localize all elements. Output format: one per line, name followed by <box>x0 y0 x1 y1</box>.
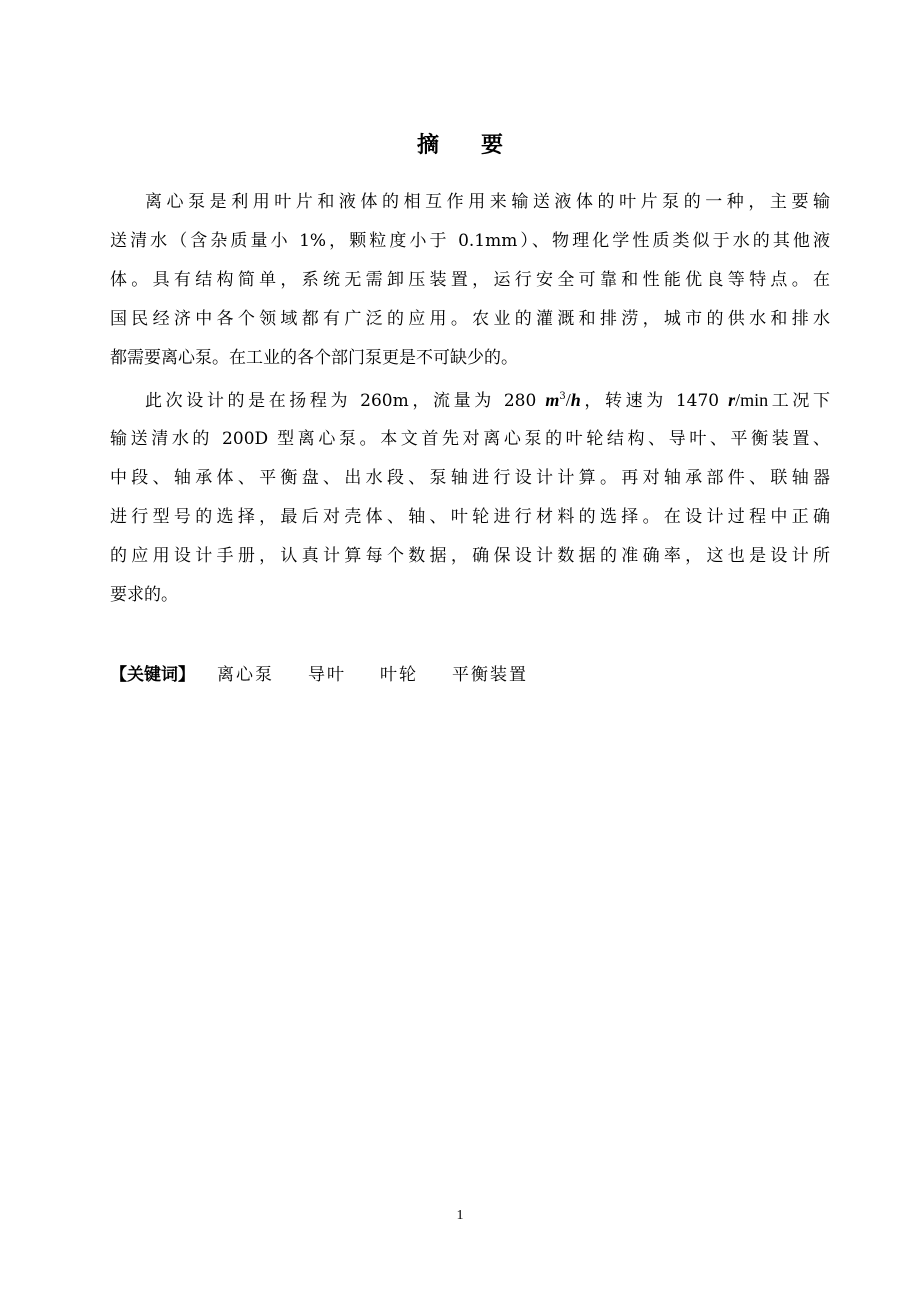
paragraph-1-line-5: 都需要离心泵。在工业的各个部门泵更是不可缺少的。 <box>110 348 518 368</box>
paragraph-1-line-1: 离心泵是利用叶片和液体的相互作用来输送液体的叶片泵的一种，主要输 <box>145 192 830 212</box>
unit-slash-2: / <box>735 390 741 410</box>
keyword-item: 导叶 <box>308 665 346 685</box>
unit-h: h <box>570 390 581 410</box>
paragraph-1-line-3: 体。具有结构简单，系统无需卸压装置，运行安全可靠和性能优良等特点。在 <box>110 270 830 290</box>
paragraph-2-line-1-text-b: ，转速为 1470 <box>580 391 720 411</box>
keyword-item: 离心泵 <box>217 665 274 685</box>
unit-m: m <box>545 390 560 410</box>
paragraph-2-line-2: 输送清水的 200D 型离心泵。本文首先对离心泵的叶轮结构、导叶、平衡装置、 <box>110 429 830 449</box>
keywords-row <box>110 660 830 690</box>
paragraph-2-line-1-text-a: 此次设计的是在扬程为 260m，流量为 280 <box>145 391 537 411</box>
unit-m-superscript: 3 <box>559 391 566 402</box>
keyword-item: 平衡装置 <box>452 665 528 685</box>
paragraph-2-line-4: 进行型号的选择，最后对壳体、轴、叶轮进行材料的选择。在设计过程中正确 <box>110 507 830 527</box>
paragraph-1-line-4: 国民经济中各个领域都有广泛的应用。农业的灌溉和排涝，城市的供水和排水 <box>110 309 830 329</box>
unit-min: min <box>740 390 769 410</box>
unit-slash-1: / <box>565 390 571 410</box>
paragraph-1-line-2: 送清水（含杂质量小 1%，颗粒度小于 0.1mm）、物理化学性质类似于水的其他液 <box>110 231 830 251</box>
keyword-item: 叶轮 <box>380 665 418 685</box>
paragraph-2-line-6: 要求的。 <box>110 585 178 605</box>
page-number: 1 <box>456 1208 464 1223</box>
paragraph-2-line-5: 的应用设计手册，认真计算每个数据，确保设计数据的准确率，这也是设计所 <box>110 546 830 566</box>
paragraph-2-line-3: 中段、轴承体、平衡盘、出水段、泵轴进行设计计算。再对轴承部件、联轴器 <box>110 468 830 488</box>
paragraph-2-line-1-text-c: 工况下 <box>768 391 831 411</box>
abstract-title-char-1: 摘 <box>416 133 439 158</box>
unit-r: r <box>728 390 736 410</box>
keywords-label: 【关键词】 <box>110 665 195 685</box>
abstract-title-char-2: 要 <box>481 133 504 158</box>
paragraph-2-line-1 <box>145 385 830 416</box>
abstract-title <box>0 129 920 163</box>
